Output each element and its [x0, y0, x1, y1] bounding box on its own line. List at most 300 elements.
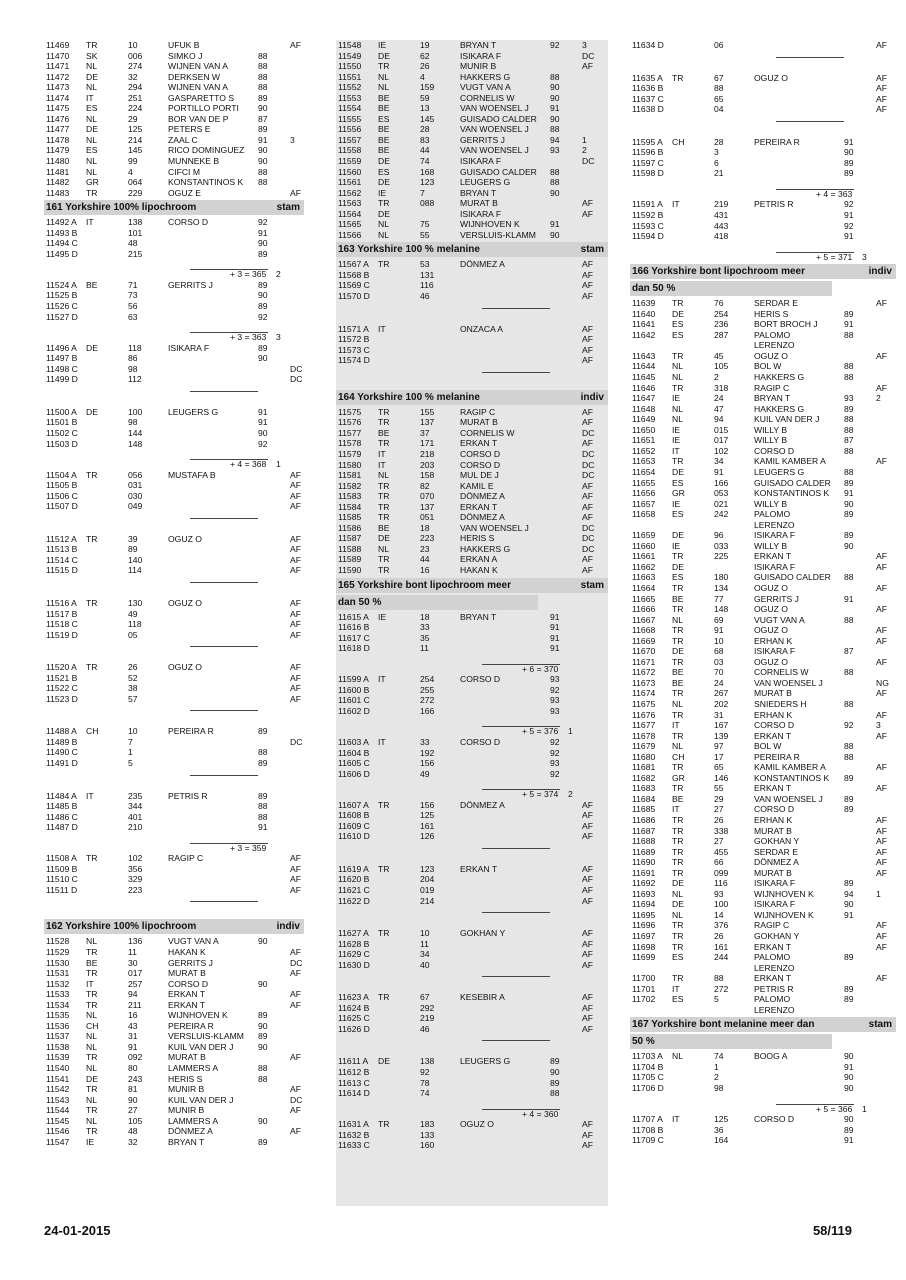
entry-number: 11649 [632, 414, 656, 425]
ring-number: 161 [420, 820, 435, 831]
prize-or-status: AF [582, 438, 593, 449]
prize-or-status: AF [290, 999, 301, 1010]
prize-or-status: 3 [876, 720, 881, 731]
result-row [630, 572, 896, 583]
country-code: TR [672, 762, 684, 773]
result-row [630, 551, 896, 562]
ring-number: 46 [420, 1023, 430, 1034]
result-row [336, 1056, 608, 1067]
breeder-name: VAN WOENSEL J [460, 522, 529, 533]
ring-number: 37 [420, 427, 430, 438]
score: 88 [550, 166, 560, 177]
entry-number: 11689 [632, 846, 656, 857]
prize-or-status: AF [582, 949, 593, 960]
ring-number: 088 [420, 198, 435, 209]
score: 89 [844, 994, 854, 1005]
result-row [336, 544, 608, 555]
prize-or-status: AF [582, 259, 593, 270]
country-code: NL [672, 909, 683, 920]
result-row [44, 167, 304, 178]
entry-number: 11575 [338, 406, 362, 417]
score: 89 [844, 530, 854, 541]
score: 88 [550, 124, 560, 135]
breeder-name: VUGT VAN A [754, 614, 805, 625]
score: 91 [844, 593, 854, 604]
score: 91 [550, 632, 560, 643]
country-code: BE [672, 593, 684, 604]
ring-number: 244 [714, 952, 729, 963]
result-row [44, 565, 304, 576]
result-row [336, 1088, 608, 1099]
breeder-name: DÖNMEZ A [460, 799, 505, 810]
breeder-name: MURAT B [754, 867, 792, 878]
ring-number: 67 [714, 72, 724, 83]
score: 93 [550, 705, 560, 716]
ring-number: 017 [714, 435, 729, 446]
result-row [44, 885, 304, 896]
result-row [336, 1140, 608, 1151]
entry-number: 11601 C [338, 695, 370, 706]
prize-or-status: 2 [582, 145, 587, 156]
ring-number: 123 [420, 177, 435, 188]
breeder-name: KUIL VAN DER J [754, 414, 820, 425]
breeder-name: HAKKERS G [754, 403, 805, 414]
country-code: ES [672, 509, 684, 520]
entry-number: 11473 [46, 82, 70, 93]
ring-number: 215 [128, 248, 143, 259]
spacer [336, 918, 608, 928]
entry-number: 11578 [338, 438, 362, 449]
entry-number: 11616 B [338, 622, 370, 633]
ring-number: 224 [128, 103, 143, 114]
score: 90 [844, 540, 854, 551]
prize-or-status: AF [582, 831, 593, 842]
entry-number: 11612 B [338, 1067, 370, 1078]
breeder-name: CORNELIS W [460, 427, 515, 438]
result-row [336, 758, 608, 769]
breeder-name: CORSO D [460, 736, 501, 747]
country-code: TR [86, 1084, 98, 1095]
entry-number: 11607 A [338, 799, 369, 810]
score: 91 [844, 136, 854, 147]
team-total-value: + 5 = 371 [816, 251, 853, 262]
result-row [44, 1021, 304, 1032]
breeder-name: WIJNHOVEN K [754, 888, 814, 899]
ring-number: 74 [714, 1051, 724, 1062]
ring-number: 26 [420, 61, 430, 72]
spacer [630, 127, 896, 137]
entry-number: 11553 [338, 92, 362, 103]
result-row [630, 372, 896, 383]
entry-number: 11641 [632, 319, 656, 330]
breeder-name: KESEBIR A [460, 992, 505, 1003]
team-prize: 3 [276, 332, 281, 343]
ring-number: 13 [420, 103, 430, 114]
entry-number: 11617 C [338, 632, 370, 643]
country-code: TR [378, 501, 390, 512]
prize-or-status: 3 [582, 40, 587, 50]
entry-number: 11696 [632, 920, 656, 931]
score: 89 [258, 248, 268, 259]
ring-number: 70 [714, 667, 724, 678]
entry-number: 11651 [632, 435, 656, 446]
breeder-name: ISIKARA F [168, 342, 210, 353]
entry-number: 11676 [632, 709, 656, 720]
class-title: 164 Yorkshire 100 % melanine [338, 391, 480, 403]
breeder-name: VAN WOENSEL J [754, 793, 823, 804]
entry-number: 11570 D [338, 291, 370, 302]
entry-number: 11603 A [338, 736, 369, 747]
result-row [44, 979, 304, 990]
entry-number: 11529 [46, 947, 70, 957]
ring-number: 97 [714, 741, 724, 752]
entry-number: 11482 [46, 177, 70, 188]
prize-or-status: AF [582, 863, 593, 874]
breeder-name: ZAAL C [168, 134, 198, 145]
entry-number: 11577 [338, 427, 362, 438]
country-code: TR [86, 1105, 98, 1116]
ring-number: 159 [420, 82, 435, 93]
entry-number: 11491 D [46, 757, 78, 768]
ring-number: 166 [714, 477, 729, 488]
prize-or-status: AF [876, 920, 887, 931]
class-title-continued: dan 50 % [630, 281, 832, 296]
prize-or-status: AF [582, 992, 593, 1003]
ring-number: 015 [714, 424, 729, 435]
breeder-name: PALOMO [754, 509, 791, 520]
breeder-name: GERRITS J [754, 593, 799, 604]
entry-number: 11556 [338, 124, 362, 135]
class-title: 163 Yorkshire 100 % melanine [338, 244, 480, 256]
entry-number: 11686 [632, 815, 656, 825]
result-row [630, 530, 896, 541]
entry-number: 11597 C [632, 157, 664, 168]
spacer [336, 779, 608, 789]
result-row [44, 1084, 304, 1095]
score: 90 [258, 290, 268, 301]
ring-number: 100 [714, 899, 729, 910]
ring-number: 401 [128, 811, 143, 822]
result-row [44, 114, 304, 125]
breeder-name: ERHAN K [754, 635, 793, 646]
result-row [44, 428, 304, 439]
prize-or-status: AF [582, 334, 593, 345]
ring-number: 133 [420, 1129, 435, 1140]
breeder-name: PALOMO [754, 952, 791, 963]
country-code: DE [672, 899, 684, 910]
breeder-name: HAKKERS G [460, 543, 511, 554]
ring-number: 021 [714, 498, 729, 509]
result-row [336, 198, 608, 209]
result-row [44, 72, 304, 83]
result-row [630, 826, 896, 837]
spacer [336, 378, 608, 388]
entry-number: 11548 [338, 40, 362, 50]
result-row [44, 1137, 304, 1148]
ring-number: 130 [128, 597, 143, 608]
result-row [336, 800, 608, 811]
ring-number: 21 [714, 168, 724, 179]
result-row [336, 124, 608, 135]
ring-number: 202 [714, 698, 729, 709]
breeder-name: BRYAN T [460, 40, 497, 50]
breeder-name: WIJNEN VAN A [168, 82, 229, 93]
country-code: IT [672, 983, 680, 994]
result-row [44, 40, 304, 51]
entry-number: 11503 D [46, 438, 78, 449]
entry-number: 11708 B [632, 1124, 664, 1135]
breeder-name: GERRITS J [168, 279, 213, 290]
country-code: TR [86, 999, 98, 1010]
breeder-name: KONSTANTINOS K [754, 488, 830, 499]
prize-or-status: AF [582, 61, 593, 72]
ring-number: 294 [128, 82, 143, 93]
breeder-name: LEUGERS G [460, 177, 511, 188]
score: 89 [258, 726, 268, 737]
result-row [44, 947, 304, 958]
result-row [336, 1130, 608, 1141]
score: 91 [550, 103, 560, 114]
country-code: TR [672, 867, 684, 878]
entry-number: 11702 [632, 994, 656, 1005]
ring-number: 376 [714, 920, 729, 931]
result-row [336, 417, 608, 428]
ring-number: 255 [420, 684, 435, 695]
entry-number: 11704 B [632, 1061, 664, 1072]
breeder-name: UFUK B [168, 40, 200, 50]
entry-number: 11565 [338, 219, 362, 230]
team-total [336, 1109, 608, 1120]
breeder-name: HAKAN K [168, 947, 206, 957]
ring-number: 168 [420, 166, 435, 177]
ring-number: 86 [128, 353, 138, 364]
result-row [44, 555, 304, 566]
ring-number: 98 [128, 417, 138, 428]
separator-line [336, 906, 608, 918]
country-code: BE [672, 793, 684, 804]
breeder-name: MURAT B [168, 1052, 206, 1063]
breeder-name: CORNELIS W [754, 667, 809, 678]
score: 93 [550, 145, 560, 156]
score: 89 [258, 301, 268, 312]
breeder-name: CORSO D [754, 720, 795, 731]
prize-or-status: AF [290, 1105, 301, 1116]
spacer [44, 588, 304, 598]
country-code: GR [672, 772, 685, 783]
country-code: IT [86, 92, 94, 103]
ring-number: 03 [714, 656, 724, 667]
prize-or-status: AF [290, 187, 301, 198]
result-row [44, 177, 304, 188]
result-row [336, 345, 608, 356]
country-code: BE [378, 145, 390, 156]
ring-number: 38 [128, 683, 138, 694]
ring-number: 10 [128, 726, 138, 737]
ring-number: 180 [714, 572, 729, 583]
entry-number: 11551 [338, 71, 362, 82]
country-code: TR [86, 662, 98, 673]
country-code: TR [378, 438, 390, 449]
entry-number: 11622 D [338, 895, 370, 906]
team-prize: 1 [276, 459, 281, 470]
result-row [44, 673, 304, 684]
entry-number: 11567 A [338, 259, 369, 270]
score: 88 [844, 372, 854, 383]
result-row [44, 51, 304, 62]
breeder-name: OGUZ O [754, 72, 788, 83]
entry-number: 11640 [632, 308, 656, 319]
ring-number: 116 [420, 280, 434, 291]
breeder-name: BORT BROCH J [754, 319, 818, 330]
ring-number: 229 [128, 187, 143, 198]
result-row [336, 706, 608, 717]
country-code: IT [86, 978, 94, 989]
spacer [44, 449, 304, 459]
ring-number: 69 [714, 614, 724, 625]
class-title: 165 Yorkshire bont lipochroom meer [338, 579, 512, 591]
prize-or-status: DC [582, 50, 595, 61]
entry-number: 11619 A [338, 863, 369, 874]
ring-number: 338 [714, 825, 729, 836]
result-row [630, 168, 896, 179]
entry-number: 11564 [338, 208, 362, 219]
score: 90 [550, 82, 560, 93]
country-code: ES [378, 166, 390, 177]
country-code: TR [378, 417, 390, 428]
score: 90 [550, 113, 560, 124]
breeder-name: WILLY B [754, 424, 788, 435]
ring-number: 29 [128, 113, 138, 124]
ring-number: 24 [714, 393, 724, 404]
result-row [336, 821, 608, 832]
result-row [336, 470, 608, 481]
result-row [336, 565, 608, 576]
score: 88 [258, 1063, 268, 1074]
team-total [630, 252, 896, 263]
ring-number: 148 [714, 604, 729, 615]
entry-number: 11650 [632, 424, 656, 435]
score: 90 [844, 899, 854, 910]
prize-or-status: AF [582, 1129, 593, 1140]
breeder-name: MURAT B [460, 198, 498, 209]
breeder-name: OGUZ O [754, 604, 788, 615]
prize-or-status: AF [876, 931, 887, 942]
class-kind: indiv [868, 266, 892, 278]
entry-number: 11584 [338, 501, 362, 512]
entry-number: 11665 [632, 593, 656, 604]
breeder-name: HERIS S [460, 533, 495, 544]
ring-number: 55 [420, 229, 430, 240]
breeder-name: VUGT VAN A [460, 82, 511, 93]
result-row [630, 899, 896, 910]
score: 91 [844, 1135, 854, 1146]
score: 89 [258, 124, 268, 135]
result-row [44, 439, 304, 450]
breeder-name: MUNIR B [168, 1105, 205, 1116]
entry-number: 11562 [338, 187, 362, 198]
result-row [630, 467, 896, 478]
spacer [44, 781, 304, 791]
score: 88 [844, 445, 854, 456]
breeder-name: CORSO D [460, 674, 501, 685]
entry-number: 11474 [46, 92, 70, 103]
prize-or-status: NG [876, 677, 889, 688]
country-code: IT [378, 674, 386, 685]
breeder-name: ERKAN A [460, 554, 498, 565]
prize-or-status: AF [876, 656, 887, 667]
result-row [336, 612, 608, 623]
entry-number: 11498 C [46, 363, 78, 374]
score: 92 [550, 736, 560, 747]
prize-or-status: AF [290, 863, 301, 874]
score: 88 [844, 751, 854, 762]
breeder-name: PETRIS R [168, 790, 208, 801]
prize-or-status: AF [876, 350, 887, 361]
breeder-name: ISIKARA F [460, 208, 502, 219]
breeder-name: ERKAN T [754, 973, 792, 984]
entry-number: 11475 [46, 103, 70, 114]
country-code: TR [86, 853, 98, 864]
spacer [44, 716, 304, 726]
score: 89 [550, 1056, 560, 1067]
result-row [44, 61, 304, 72]
entry-number: 11513 B [46, 544, 78, 555]
result-row [630, 931, 896, 942]
entry-number: 11657 [632, 498, 656, 509]
entry-number: 11595 A [632, 136, 663, 147]
entry-number: 11522 C [46, 683, 78, 694]
result-row [44, 936, 304, 947]
team-total-value: + 5 = 366 [816, 1103, 853, 1114]
score: 89 [258, 1031, 268, 1042]
result-row [336, 533, 608, 544]
country-code: DE [86, 124, 98, 135]
score: 89 [258, 1136, 268, 1147]
ring-number: 139 [714, 730, 729, 741]
result-row [630, 994, 896, 1005]
entry-number: 11698 [632, 941, 656, 952]
ring-number: 57 [128, 693, 138, 704]
ring-number: 45 [714, 350, 724, 361]
separator-line [44, 895, 304, 907]
prize-or-status: AF [290, 619, 301, 630]
ring-number: 017 [128, 968, 143, 979]
score: 89 [844, 509, 854, 520]
entry-number: 11490 C [46, 747, 78, 758]
score: 92 [550, 747, 560, 758]
entry-number: 11510 C [46, 874, 78, 885]
country-code: ES [672, 477, 684, 488]
result-row [44, 374, 304, 385]
entry-number: 11642 [632, 329, 656, 340]
score: 89 [258, 790, 268, 801]
country-code: TR [672, 783, 684, 794]
prize-or-status: AF [582, 959, 593, 970]
breeder-name: ERKAN T [754, 783, 792, 794]
breeder-name: WILLY B [754, 540, 788, 551]
score: 91 [258, 822, 268, 833]
country-code: TR [672, 72, 684, 83]
ring-number: 053 [714, 488, 729, 499]
score: 89 [844, 878, 854, 889]
result-row [336, 960, 608, 971]
country-code: NL [378, 71, 389, 82]
entry-number: 11489 B [46, 736, 78, 747]
country-code: NL [86, 156, 97, 167]
result-row [44, 534, 304, 545]
class-kind: stam [276, 202, 300, 214]
entry-number: 11625 C [338, 1013, 370, 1024]
